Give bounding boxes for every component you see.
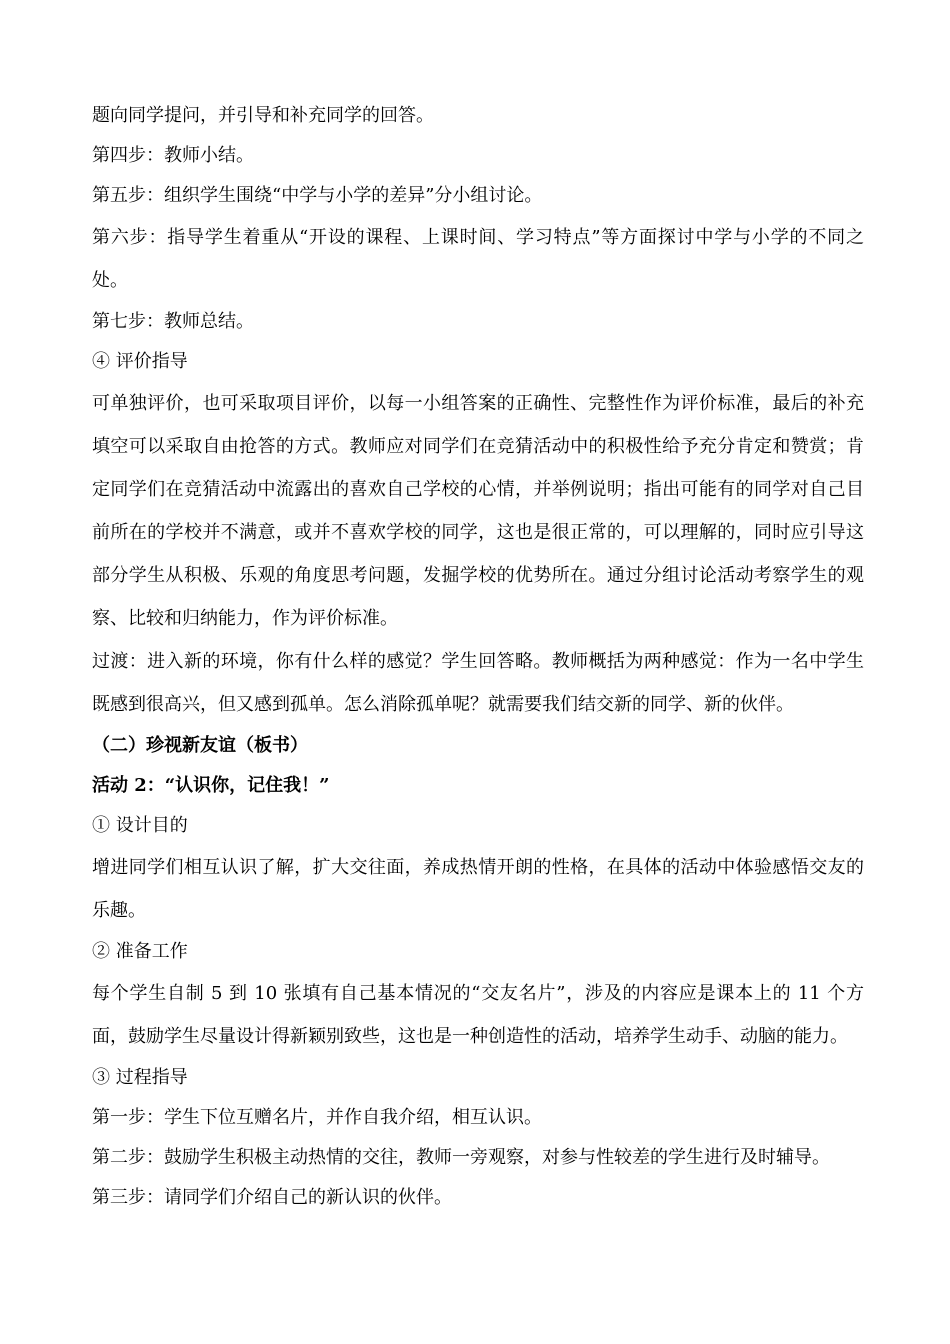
section-heading-new-friendship: （二）珍视新友谊（板书） [92, 735, 308, 756]
heading-preparation: ② 准备工作 [92, 941, 188, 962]
paragraph-step-one: 第一步：学生下位互赠名片，并作自我介绍，相互认识。 [92, 1107, 542, 1128]
paragraph-step-two: 第二步：鼓励学生积极主动热情的交往，教师一旁观察，对参与性较差的学生进行及时辅导。 [92, 1147, 830, 1168]
paragraph-evaluation-text: 可单独评价，也可采取项目评价，以每一小组答案的正确性、完整性作为评价标准，最后的补充填空可以采取自由抢答的方式。教师应对同学们在竞猜活动中的积极性给予充分肯定和赞赏；肯定同学们在竞猜活动中流露出的喜欢自己学校的心情，并举例说明；指出可能有的同学对自己目前所在的学校并不满意，或并不喜欢学校的同学，这也是很正常的，可以理解的，同时应引导这部分学生从积极、乐观的角度思考问题，发掘学校的优势所在。通过分组讨论活动考察学生的观察、比较和归纳能力，作为评价标准。 [92, 393, 864, 629]
paragraph-design-purpose: 增进同学们相互认识了解，扩大交往面，养成热情开朗的性格，在具体的活动中体验感悟交友的乐趣。 [92, 857, 864, 921]
paragraph-step-four: 第四步：教师小结。 [92, 145, 254, 166]
paragraph-step-six: 第六步：指导学生着重从“开设的课程、上课时间、学习特点”等方面探讨中学与小学的不同之处。 [92, 227, 864, 291]
document-body [92, 96, 864, 1218]
paragraph-step-three: 第三步：请同学们介绍自己的新认识的伙伴。 [92, 1187, 452, 1208]
heading-design-purpose: ① 设计目的 [92, 815, 188, 836]
heading-process-guidance: ③ 过程指导 [92, 1067, 188, 1088]
heading-evaluation-guidance: ④ 评价指导 [92, 351, 188, 372]
paragraph-step-seven: 第七步：教师总结。 [92, 311, 254, 332]
paragraph-step-five: 第五步：组织学生围绕“中学与小学的差异”分小组讨论。 [92, 185, 543, 206]
paragraph-question-guidance: 题向同学提问，并引导和补充同学的回答。 [92, 105, 434, 126]
activity-heading-know-you: 活动 2：“认识你，记住我！” [92, 775, 330, 796]
paragraph-transition: 过渡：进入新的环境，你有什么样的感觉？学生回答略。教师概括为两种感觉：作为一名中学生既感到很高兴，但又感到孤单。怎么消除孤单呢？就需要我们结交新的同学、新的伙伴。 [92, 651, 864, 715]
paragraph-preparation: 每个学生自制 5 到 10 张填有自己基本情况的“交友名片”，涉及的内容应是课本上的 11 个方面，鼓励学生尽量设计得新颖别致些，这也是一种创造性的活动，培养学生动手、动脑的能力。 [92, 983, 864, 1047]
